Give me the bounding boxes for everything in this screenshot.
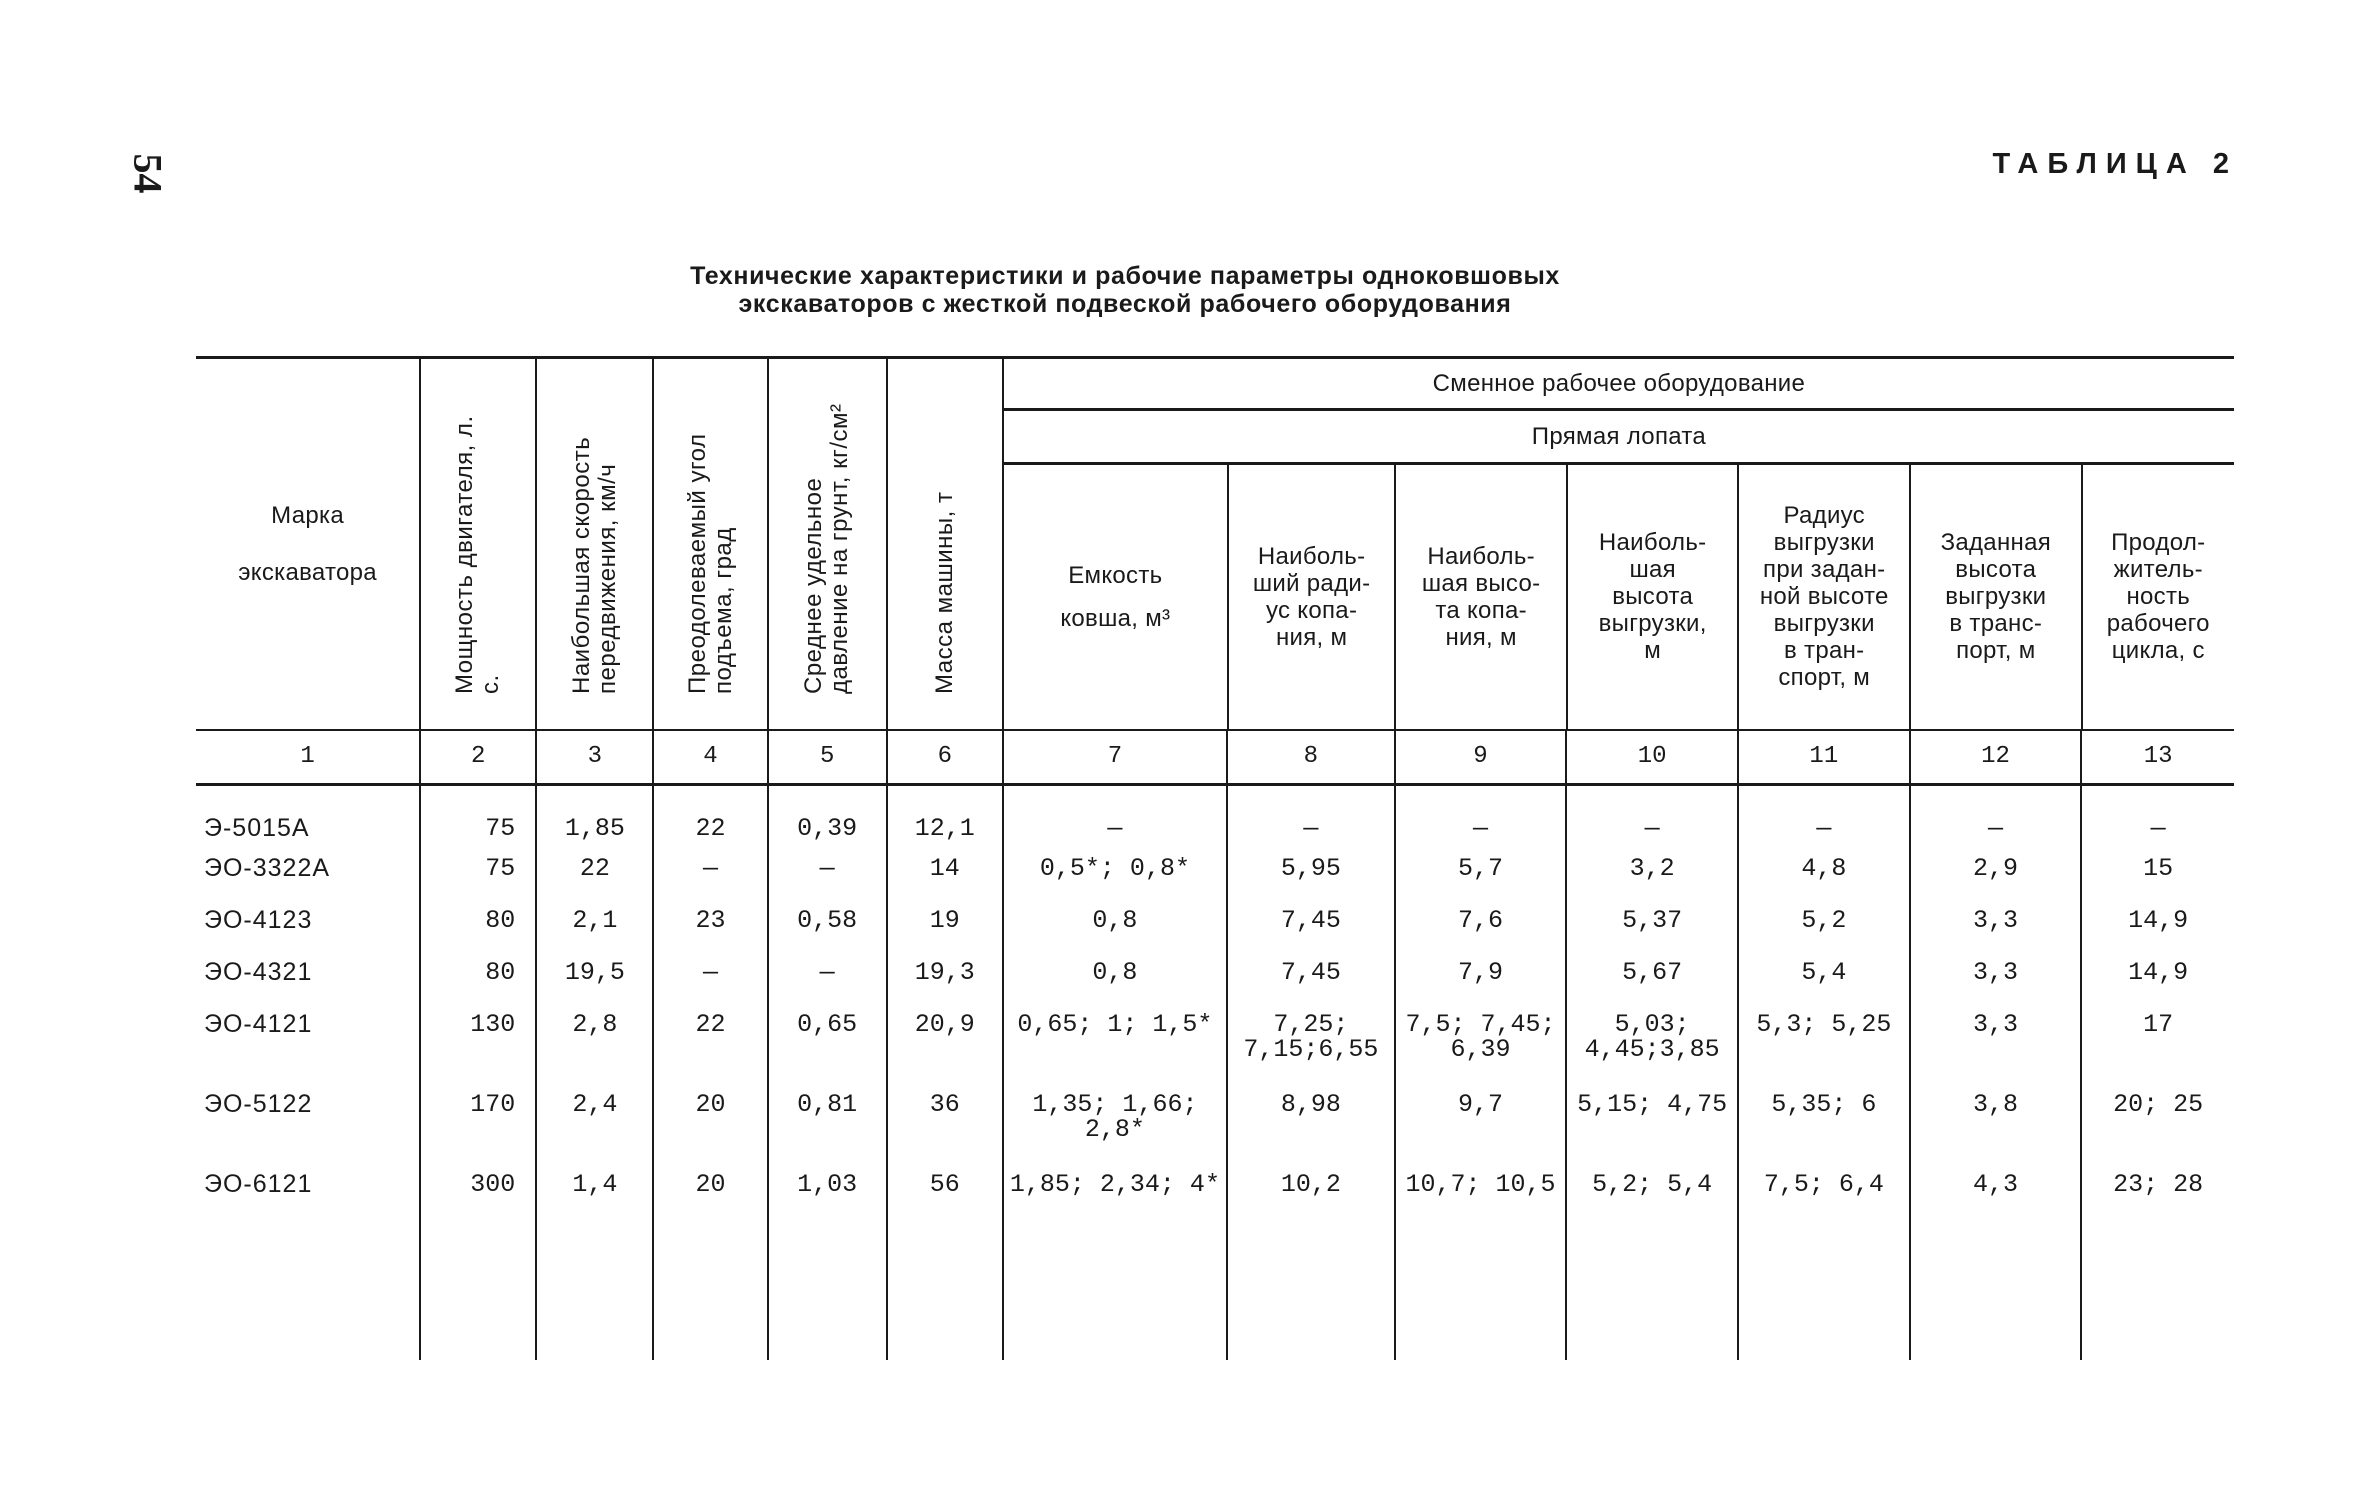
cell-value: 2,9 xyxy=(1910,848,2082,900)
cell-value: — xyxy=(1227,784,1395,848)
cell-value: 0,58 xyxy=(768,900,887,952)
cell-value: 7,45 xyxy=(1227,900,1395,952)
cell-value: 2,1 xyxy=(536,900,653,952)
cell-empty xyxy=(1738,1244,1910,1360)
cell-value: 5,03; 4,45;3,85 xyxy=(1566,1004,1738,1084)
cell-value: 4,8 xyxy=(1738,848,1910,900)
cell-value: 4,3 xyxy=(1910,1164,2082,1244)
header-set-height-line-1: Заданная xyxy=(1940,529,2052,556)
header-brand-line-1: Марка xyxy=(271,501,345,529)
cell-empty xyxy=(1395,1244,1567,1360)
cell-empty xyxy=(196,1244,420,1360)
table-row xyxy=(196,784,2234,848)
col-number: 2 xyxy=(420,730,536,785)
col-number: 12 xyxy=(1910,730,2082,785)
header-dump-radius-line-6: в тран- xyxy=(1784,637,1865,664)
cell-value: 1,85; 2,34; 4* xyxy=(1003,1164,1227,1244)
cell-value: — xyxy=(768,848,887,900)
cell-value: 0,8 xyxy=(1003,900,1227,952)
header-brand-line-2: экскаватора xyxy=(238,558,377,586)
header-mass-text: Масса машины, т xyxy=(930,491,958,694)
table-row xyxy=(196,952,2234,1004)
col-number: 8 xyxy=(1227,730,1395,785)
cell-value: 170 xyxy=(420,1084,536,1164)
header-dig-height-line-3: та копа- xyxy=(1435,596,1527,624)
cell-value: 7,45 xyxy=(1227,952,1395,1004)
excavator-table xyxy=(196,356,2234,1360)
col-number: 7 xyxy=(1003,730,1227,785)
header-capacity xyxy=(1004,463,1228,729)
cell-empty xyxy=(1566,1244,1738,1360)
cell-value: 14,9 xyxy=(2081,952,2234,1004)
header-power xyxy=(420,358,536,730)
header-set-height-line-4: в транс- xyxy=(1949,610,2043,637)
cell-value: 3,3 xyxy=(1910,900,2082,952)
cell-value: 9,7 xyxy=(1395,1084,1567,1164)
header-cycle-line-1: Продол- xyxy=(2111,529,2206,556)
cell-value: — xyxy=(1738,784,1910,848)
cell-brand: ЭО-5122 xyxy=(204,1090,313,1118)
cell-value: 10,7; 10,5 xyxy=(1395,1164,1567,1244)
cell-value: 0,81 xyxy=(768,1084,887,1164)
cell-value: 75 xyxy=(420,784,536,848)
cell-empty xyxy=(536,1244,653,1360)
col-number: 9 xyxy=(1395,730,1567,785)
table-filler-row xyxy=(196,1244,2234,1360)
cell-value: 0,8 xyxy=(1003,952,1227,1004)
page-number: 54 xyxy=(125,153,171,194)
cell-value: 8,98 xyxy=(1227,1084,1395,1164)
table-row xyxy=(196,1164,2234,1244)
cell-value: — xyxy=(768,952,887,1004)
col-number: 6 xyxy=(887,730,1003,785)
header-pressure-text: Среднее удельное давление на грунт, кг/см² xyxy=(800,403,854,694)
cell-value: 0,39 xyxy=(768,784,887,848)
cell-brand: ЭО-3322А xyxy=(204,854,331,882)
cell-value: 56 xyxy=(887,1164,1003,1244)
table-label: ТАБЛИЦА 2 xyxy=(1992,148,2238,180)
cell-brand: ЭО-6121 xyxy=(204,1170,313,1198)
header-mass xyxy=(887,358,1003,730)
header-cycle-line-5: цикла, с xyxy=(2111,637,2205,664)
column-number-row xyxy=(196,730,2234,785)
cell-value: 2,8 xyxy=(536,1004,653,1084)
header-speed xyxy=(536,358,653,730)
table-row xyxy=(196,848,2234,900)
subheader-table xyxy=(1004,411,2234,729)
cell-value: 1,85 xyxy=(536,784,653,848)
header-dump-height-line-1: Наиболь- xyxy=(1598,529,1707,556)
cell-empty xyxy=(768,1244,887,1360)
header-dump-height-line-3: высота xyxy=(1612,583,1694,610)
cell-empty xyxy=(887,1244,1003,1360)
header-brand xyxy=(196,358,420,730)
cell-value: 80 xyxy=(420,952,536,1004)
header-dig-radius xyxy=(1228,463,1396,729)
header-dump-radius-line-4: ной высоте xyxy=(1759,583,1889,610)
cell-value: 1,35; 1,66; 2,8* xyxy=(1003,1084,1227,1164)
col-number: 3 xyxy=(536,730,653,785)
cell-value: 5,4 xyxy=(1738,952,1910,1004)
cell-value: 5,67 xyxy=(1566,952,1738,1004)
table-row xyxy=(196,900,2234,952)
cell-value: 7,9 xyxy=(1395,952,1567,1004)
header-dump-height-line-2: шая xyxy=(1629,556,1676,583)
cell-value: — xyxy=(1910,784,2082,848)
cell-empty xyxy=(420,1244,536,1360)
col-number: 5 xyxy=(768,730,887,785)
cell-value: — xyxy=(1566,784,1738,848)
header-dig-height-line-4: ния, м xyxy=(1445,623,1517,651)
cell-value: 22 xyxy=(536,848,653,900)
cell-brand: ЭО-4123 xyxy=(204,906,313,934)
cell-value: 19 xyxy=(887,900,1003,952)
cell-value: 1,03 xyxy=(768,1164,887,1244)
cell-value: 7,25; 7,15;6,55 xyxy=(1227,1004,1395,1084)
cell-value: 7,5; 7,45; 6,39 xyxy=(1395,1004,1567,1084)
cell-value: 19,3 xyxy=(887,952,1003,1004)
cell-value: 15 xyxy=(2081,848,2234,900)
cell-value: 5,15; 4,75 xyxy=(1566,1084,1738,1164)
cell-empty xyxy=(653,1244,767,1360)
cell-value: 19,5 xyxy=(536,952,653,1004)
header-dump-radius-line-1: Радиус xyxy=(1783,502,1865,529)
header-capacity-line-2: ковша, м³ xyxy=(1060,604,1171,632)
cell-value: 23; 28 xyxy=(2081,1164,2234,1244)
header-dump-radius-line-5: выгрузки xyxy=(1773,610,1875,637)
col-number: 13 xyxy=(2081,730,2234,785)
col-number: 4 xyxy=(653,730,767,785)
cell-value: 3,3 xyxy=(1910,952,2082,1004)
cell-value: 5,2; 5,4 xyxy=(1566,1164,1738,1244)
header-dig-height-line-1: Наиболь- xyxy=(1427,542,1535,570)
cell-value: — xyxy=(653,848,767,900)
cell-value: 20,9 xyxy=(887,1004,1003,1084)
cell-value: 5,2 xyxy=(1738,900,1910,952)
col-number: 11 xyxy=(1738,730,1910,785)
header-speed-text: Наибольшая скорость передвижения, км/ч xyxy=(567,436,621,694)
cell-value: 7,6 xyxy=(1395,900,1567,952)
header-dump-height-line-5: м xyxy=(1644,637,1662,664)
header-dump-radius-line-2: выгрузки xyxy=(1773,529,1875,556)
header-dig-radius-line-4: ния, м xyxy=(1275,623,1348,651)
cell-value: 20 xyxy=(653,1164,767,1244)
cell-value: 7,5; 6,4 xyxy=(1738,1164,1910,1244)
caption-line-2: экскаваторов с жесткой подвеской рабочего оборудования xyxy=(738,290,1512,318)
header-dump-radius-line-3: при задан- xyxy=(1763,556,1886,583)
cell-value: — xyxy=(2081,784,2234,848)
cell-value: 3,3 xyxy=(1910,1004,2082,1084)
header-dig-radius-line-1: Наиболь- xyxy=(1257,542,1366,570)
cell-value: 0,65 xyxy=(768,1004,887,1084)
table-row xyxy=(196,1084,2234,1164)
cell-value: — xyxy=(1395,784,1567,848)
header-set-height xyxy=(1910,463,2082,729)
cell-value: — xyxy=(1003,784,1227,848)
cell-value: 14,9 xyxy=(2081,900,2234,952)
cell-value: 22 xyxy=(653,784,767,848)
header-angle-text: Преодолеваемый угол подъема, град xyxy=(683,433,737,694)
header-pressure xyxy=(768,358,887,730)
cell-value: 20; 25 xyxy=(2081,1084,2234,1164)
header-dump-height xyxy=(1567,463,1739,729)
header-subgroup-block xyxy=(1003,410,2234,730)
table-caption xyxy=(600,262,1650,318)
cell-brand: Э-5015А xyxy=(204,813,310,842)
header-dig-height xyxy=(1395,463,1567,729)
cell-value: 5,37 xyxy=(1566,900,1738,952)
col-number: 10 xyxy=(1566,730,1738,785)
header-subgroup: Прямая лопата xyxy=(1004,411,2234,463)
col-number: 1 xyxy=(196,730,420,785)
cell-value: 36 xyxy=(887,1084,1003,1164)
cell-brand: ЭО-4121 xyxy=(204,1010,313,1038)
cell-empty xyxy=(1227,1244,1395,1360)
header-power-text: Мощность двигателя, л. с. xyxy=(451,415,505,694)
table-body xyxy=(196,784,2234,1360)
cell-value: 5,35; 6 xyxy=(1738,1084,1910,1164)
header-set-height-line-5: порт, м xyxy=(1956,637,2036,664)
cell-value: 20 xyxy=(653,1084,767,1164)
header-set-height-line-3: выгрузки xyxy=(1945,583,2047,610)
cell-value: 5,95 xyxy=(1227,848,1395,900)
cell-value: — xyxy=(653,952,767,1004)
cell-value: 17 xyxy=(2081,1004,2234,1084)
header-cycle-line-2: житель- xyxy=(2113,556,2203,583)
cell-value: 22 xyxy=(653,1004,767,1084)
cell-value: 2,4 xyxy=(536,1084,653,1164)
cell-value: 80 xyxy=(420,900,536,952)
cell-value: 5,7 xyxy=(1395,848,1567,900)
cell-value: 3,8 xyxy=(1910,1084,2082,1164)
cell-value: 12,1 xyxy=(887,784,1003,848)
header-group: Сменное рабочее оборудование xyxy=(1003,358,2234,410)
header-dump-height-line-4: выгрузки, xyxy=(1598,610,1707,637)
header-set-height-line-2: высота xyxy=(1955,556,2037,583)
cell-value: 300 xyxy=(420,1164,536,1244)
cell-value: 5,3; 5,25 xyxy=(1738,1004,1910,1084)
cell-empty xyxy=(1003,1244,1227,1360)
cell-value: 0,65; 1; 1,5* xyxy=(1003,1004,1227,1084)
cell-value: 3,2 xyxy=(1566,848,1738,900)
header-angle xyxy=(653,358,767,730)
cell-value: 130 xyxy=(420,1004,536,1084)
cell-value: 23 xyxy=(653,900,767,952)
header-dig-height-line-2: шая высо- xyxy=(1421,569,1541,597)
header-dig-radius-line-2: ший ради- xyxy=(1252,569,1371,597)
cell-value: 10,2 xyxy=(1227,1164,1395,1244)
cell-brand: ЭО-4321 xyxy=(204,958,313,986)
header-cycle-line-4: рабочего xyxy=(2106,610,2210,637)
cell-empty xyxy=(1910,1244,2082,1360)
header-dig-radius-line-3: ус копа- xyxy=(1265,596,1358,624)
header-capacity-line-1: Емкость xyxy=(1068,561,1163,589)
cell-value: 1,4 xyxy=(536,1164,653,1244)
table-row xyxy=(196,1004,2234,1084)
cell-value: 75 xyxy=(420,848,536,900)
cell-value: 0,5*; 0,8* xyxy=(1003,848,1227,900)
header-dump-radius-line-7: спорт, м xyxy=(1778,664,1871,691)
header-dump-radius xyxy=(1738,463,1910,729)
caption-line-1: Технические характеристики и рабочие параметры одноковшовых xyxy=(690,262,1560,290)
header-cycle-line-3: ность xyxy=(2126,583,2191,610)
cell-empty xyxy=(2081,1244,2234,1360)
header-cycle xyxy=(2082,463,2234,729)
cell-value: 14 xyxy=(887,848,1003,900)
